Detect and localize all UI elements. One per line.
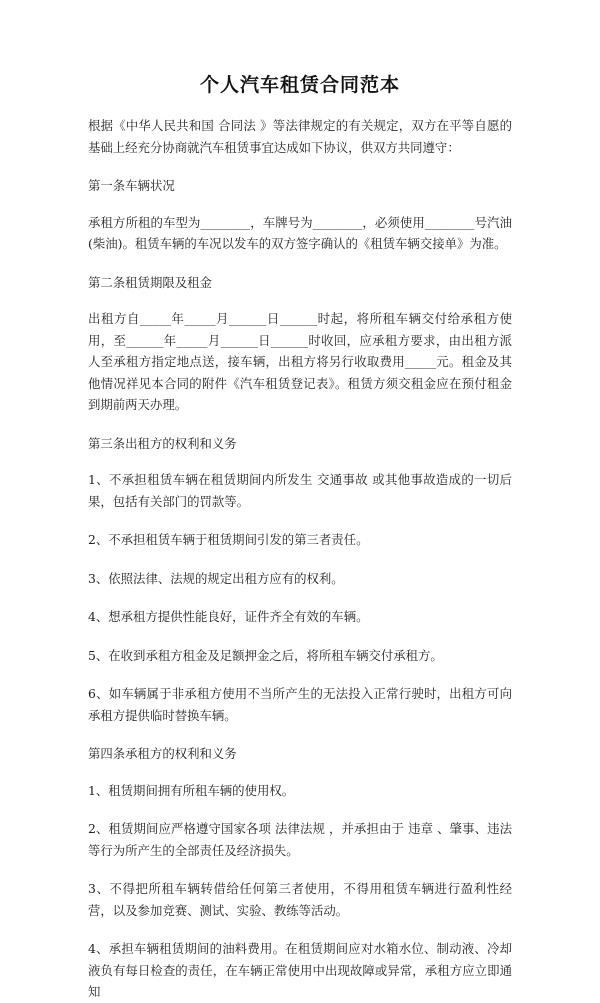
section-3-item: 5、在收到承租方租金及足额押金之后，将所租车辆交付承租方。 [88, 647, 443, 663]
section-3-item: 4、想承租方提供性能良好，证件齐全有效的车辆。 [88, 609, 369, 624]
section-2-heading: 第二条租赁期限及租金 [88, 274, 212, 290]
section-1-heading: 第一条车辆状况 [88, 178, 175, 193]
section-4-item: 4、承担车辆租赁期间的油料费用。在租赁期间应对水箱水位、制动液、冷却液负有每日检查的责任，在车辆正常使用中出现故障或异常，承租方应立即通知 [88, 941, 512, 999]
section-3-item: 6、如车辆属于非承租方使用不当所产生的无法投入正常行驶时，出租方可向承租方提供临时替换车辆。 [88, 686, 512, 723]
section-3-heading: 第三条出租方的权利和义务 [88, 435, 237, 451]
section-3-item: 2、不承担租赁车辆于租赁期间引发的第三者责任。 [88, 532, 369, 547]
section-4-item: 2、租赁期间应严格遵守国家各项 法律法规 ，并承担由于 违章 、肇事、违法等行为所产生的全部责任及经济损失。 [88, 821, 512, 858]
section-4-item: 3、不得把所租车辆转借给任何第三者使用，不得用租赁车辆进行盈利性经营，以及参加竞赛、测试、实验、教练等活动。 [88, 881, 512, 918]
intro-paragraph: 根据《中华人民共和国 合同法 》等法律规定的有关规定，双方在平等自愿的基础上经充分协商就汽车租赁事宜达成如下协议，供双方共同遵守： [88, 118, 512, 155]
section-3-item: 1、不承担租赁车辆在租赁期间内所发生 交通事故 或其他事故造成的一切后果，包括有关部门的罚款等。 [88, 472, 512, 509]
section-4-heading: 第四条承租方的权利和义务 [88, 746, 237, 761]
section-3-item: 3、依照法律、法规的规定出租方应有的权利。 [88, 570, 344, 586]
section-2-paragraph: 出租方自_____年_____月______日______时起，将所租车辆交付给承租方使用，至______年_____月______日______时收回，应承租方要求，由出租方派人至承租方指定地点送，接车辆，出租方将另行收取费用_____元。租金及其他情况祥见本合同的附件《汽车租赁登记表》。租赁方须交租金应在预付租金到期前两天办理。 [88, 311, 512, 412]
section-1-paragraph: 承租方所租的车型为________，车牌号为________，必须使用________号汽油(柴油)。租赁车辆的车况以发车的双方签字确认的《租赁车辆交接单》为准。 [88, 214, 512, 251]
section-4-item: 1、租赁期间拥有所租车辆的使用权。 [88, 782, 295, 798]
document-title: 个人汽车租赁合同范本 [199, 74, 400, 96]
